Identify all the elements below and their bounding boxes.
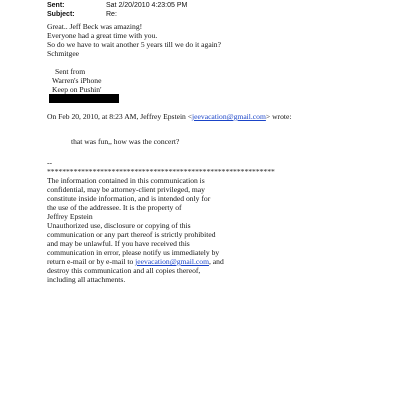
- disclaimer-line: constitute inside information, and is intended only for: [47, 194, 211, 203]
- redaction-bar: [49, 94, 119, 103]
- signature: [47, 67, 101, 94]
- disclaimer-email-prefix: return e-mail or by e-mail to: [47, 257, 136, 266]
- disclaimer-line: including all attachments.: [47, 275, 126, 284]
- disclaimer-email-line: [47, 257, 275, 266]
- sent-label: Sent:: [47, 2, 65, 9]
- sent-value: Sat 2/20/2010 4:23:05 PM: [106, 2, 188, 9]
- body-line: Schmitgee: [47, 49, 80, 58]
- subject-label: Subject:: [47, 11, 75, 18]
- subject-row: [47, 9, 187, 18]
- reply-header-prefix: On Feb 20, 2010, at 8:23 AM, Jeffrey Epstein <: [47, 112, 193, 121]
- disclaimer: [47, 158, 275, 284]
- disclaimer-line: The information contained in this communication is: [47, 176, 205, 185]
- reply-email-link[interactable]: jeevacation@gmail.com: [192, 112, 266, 121]
- star-line: ************************************************************: [47, 167, 275, 176]
- disclaimer-line: Jeffrey Epstein: [47, 212, 93, 221]
- disclaimer-line: communication or any part thereof is strictly prohibited: [47, 230, 216, 239]
- email-header: [47, 0, 187, 18]
- sent-row: [47, 0, 187, 9]
- signature-line: Keep on Pushin': [52, 85, 102, 94]
- disclaimer-line: Unauthorized use, disclosure or copying of this: [47, 221, 191, 230]
- disclaimer-line: and may be unlawful. If you have received this: [47, 239, 190, 248]
- reply-header: [47, 112, 291, 121]
- quoted-message: that was fun,, how was the concert?: [71, 137, 180, 146]
- disclaimer-line: the use of the addressee. It is the property of: [47, 203, 182, 212]
- disclaimer-email-suffix: , and: [208, 257, 224, 266]
- body-line: Everyone had a great time with you.: [47, 31, 158, 40]
- signature-line: Sent from: [55, 67, 86, 76]
- message-body: [47, 22, 221, 58]
- body-line: Great.. Jeff Beck was amazing!: [47, 22, 143, 31]
- disclaimer-line: confidential, may be attorney-client privileged, may: [47, 185, 205, 194]
- subject-value: Re:: [106, 11, 117, 18]
- disclaimer-line: communication in error, please notify us immediately by: [47, 248, 220, 257]
- body-line: So do we have to wait another 5 years till we do it again?: [47, 40, 221, 49]
- separator: --: [47, 158, 53, 167]
- signature-line: Warren's iPhone: [52, 76, 102, 85]
- reply-header-suffix: > wrote:: [265, 112, 292, 121]
- disclaimer-line: destroy this communication and all copies thereof,: [47, 266, 201, 275]
- disclaimer-email-link[interactable]: jeevacation@gmail.com: [135, 257, 209, 266]
